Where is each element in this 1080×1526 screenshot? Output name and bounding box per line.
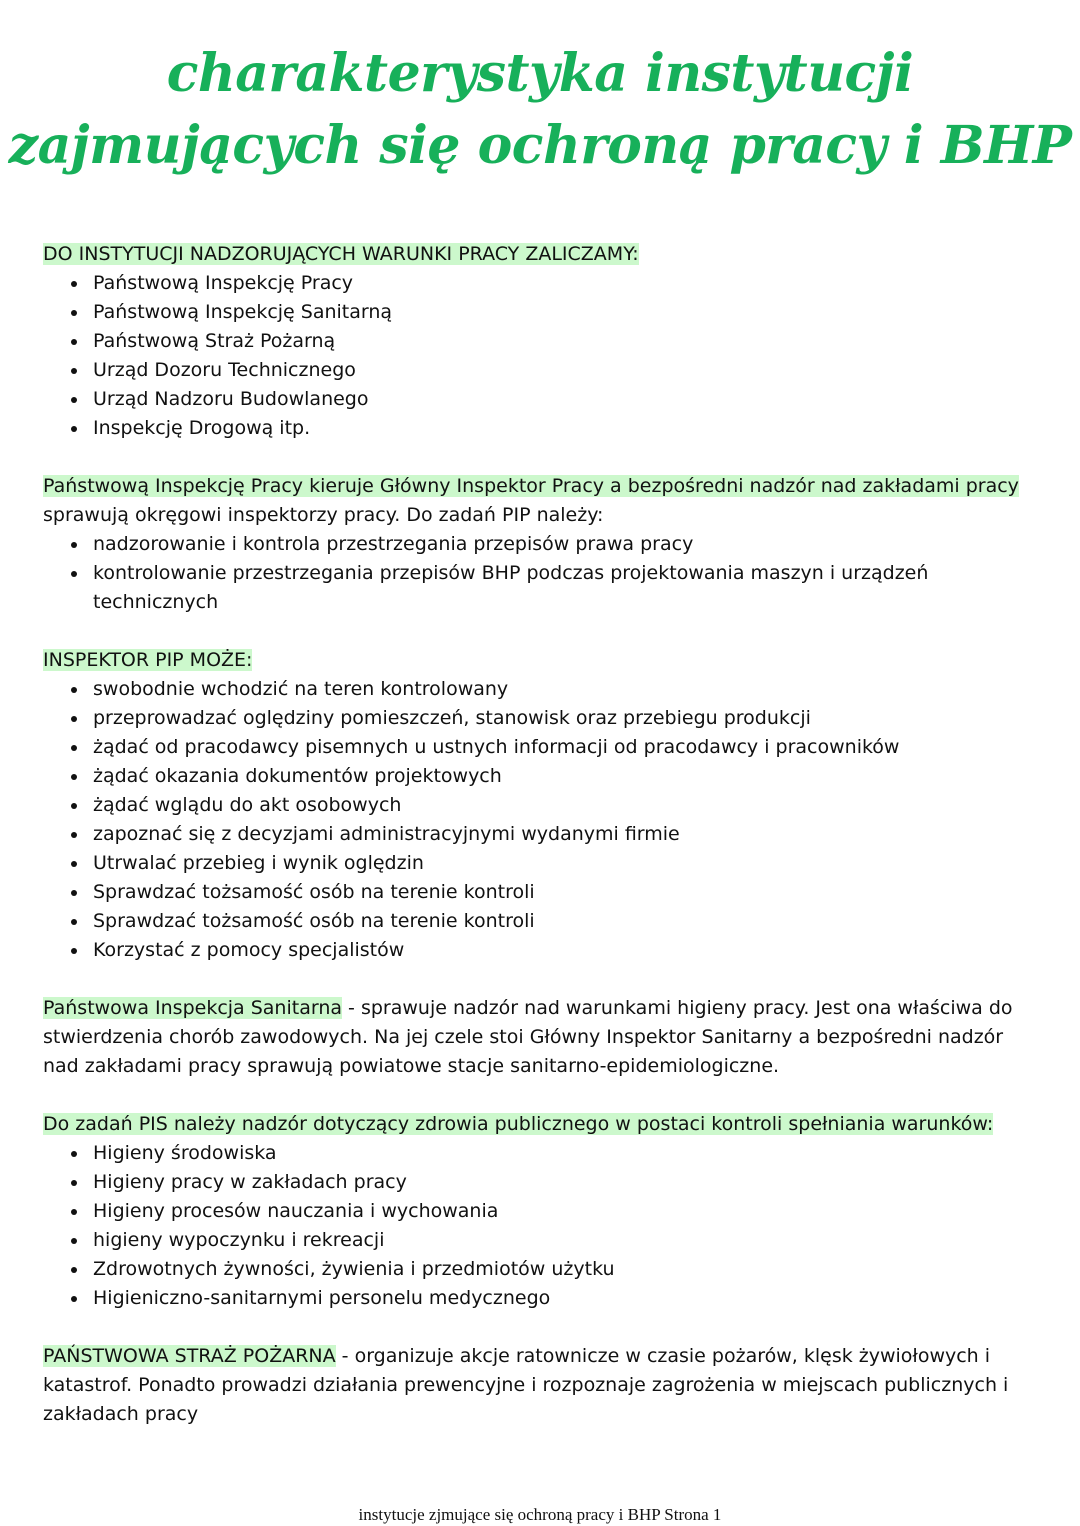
- list-item: Urząd Dozoru Technicznego: [93, 356, 1043, 385]
- list-item: Higieny procesów nauczania i wychowania: [93, 1197, 1043, 1226]
- institutions-list: [43, 269, 1043, 443]
- list-item: higieny wypoczynku i rekreacji: [93, 1226, 1043, 1255]
- section-heading-institutions: DO INSTYTUCJI NADZORUJĄCYCH WARUNKI PRACY ZALICZAMY:: [43, 243, 639, 265]
- list-item: Higieny środowiska: [93, 1139, 1043, 1168]
- pip-paragraph: Państwową Inspekcję Pracy kieruje Główny Inspektor Pracy a bezpośredni nadzór nad zakładami pracy sprawują okręgowi inspektorzy pracy. Do zadań PIP należy:: [43, 475, 1019, 526]
- list-item: kontrolowanie przestrzegania przepisów BHP podczas projektowania maszyn i urządzeń technicznych: [93, 559, 1043, 617]
- list-item: żądać okazania dokumentów projektowych: [93, 762, 1043, 791]
- pis-paragraph: Państwowa Inspekcja Sanitarna - sprawuje nadzór nad warunkami higieny pracy. Jest ona właściwa do stwierdzenia chorób zawodowych. Na jej czele stoi Główny Inspektor Sanitarny a bezpośredni nadzór nad zakładami pracy sprawują powiatowe stacje sanitarno-epidemiologiczne.: [43, 997, 1013, 1077]
- pis-tasks-list: [43, 1139, 1043, 1313]
- list-item: zapoznać się z decyzjami administracyjnymi wydanymi firmie: [93, 820, 1043, 849]
- list-item: Sprawdzać tożsamość osób na terenie kontroli: [93, 907, 1043, 936]
- list-item: Państwową Straż Pożarną: [93, 327, 1043, 356]
- title-line-1: charakterystyka instytucji: [166, 43, 914, 104]
- list-item: żądać wglądu do akt osobowych: [93, 791, 1043, 820]
- list-item: Korzystać z pomocy specjalistów: [93, 936, 1043, 965]
- section-heading-inspector: INSPEKTOR PIP MOŻE:: [43, 649, 253, 671]
- list-item: Zdrowotnych żywności, żywienia i przedmiotów użytku: [93, 1255, 1043, 1284]
- list-item: Urząd Nadzoru Budowlanego: [93, 385, 1043, 414]
- document-body: [43, 240, 1043, 1429]
- list-item: Państwową Inspekcję Sanitarną: [93, 298, 1043, 327]
- page-title: [0, 38, 1080, 182]
- list-item: Utrwalać przebieg i wynik oględzin: [93, 849, 1043, 878]
- list-item: przeprowadzać oględziny pomieszczeń, stanowisk oraz przebiegu produkcji: [93, 704, 1043, 733]
- list-item: Higieny pracy w zakładach pracy: [93, 1168, 1043, 1197]
- list-item: żądać od pracodawcy pisemnych u ustnych informacji od pracodawcy i pracowników: [93, 733, 1043, 762]
- list-item: Sprawdzać tożsamość osób na terenie kontroli: [93, 878, 1043, 907]
- section-heading-pis-tasks: Do zadań PIS należy nadzór dotyczący zdrowia publicznego w postaci kontroli spełniania warunków:: [43, 1113, 994, 1135]
- inspector-powers-list: [43, 675, 1043, 965]
- list-item: Higieniczno-sanitarnymi personelu medycznego: [93, 1284, 1043, 1313]
- list-item: nadzorowanie i kontrola przestrzegania przepisów prawa pracy: [93, 530, 1043, 559]
- list-item: Państwową Inspekcję Pracy: [93, 269, 1043, 298]
- list-item: swobodnie wchodzić na teren kontrolowany: [93, 675, 1043, 704]
- pip-tasks-list: [43, 530, 1043, 617]
- title-line-2: zajmujących się ochroną pracy i BHP: [8, 115, 1072, 176]
- list-item: Inspekcję Drogową itp.: [93, 414, 1043, 443]
- page-footer: instytucje zjmujące się ochroną pracy i BHP Strona 1: [358, 1505, 722, 1524]
- psp-paragraph: PAŃSTWOWA STRAŻ POŻARNA - organizuje akcje ratownicze w czasie pożarów, klęsk żywiołowych i katastrof. Ponadto prowadzi działania prewencyjne i rozpoznaje zagrożenia w miejscach publicznych i zakładach pracy: [43, 1345, 1009, 1425]
